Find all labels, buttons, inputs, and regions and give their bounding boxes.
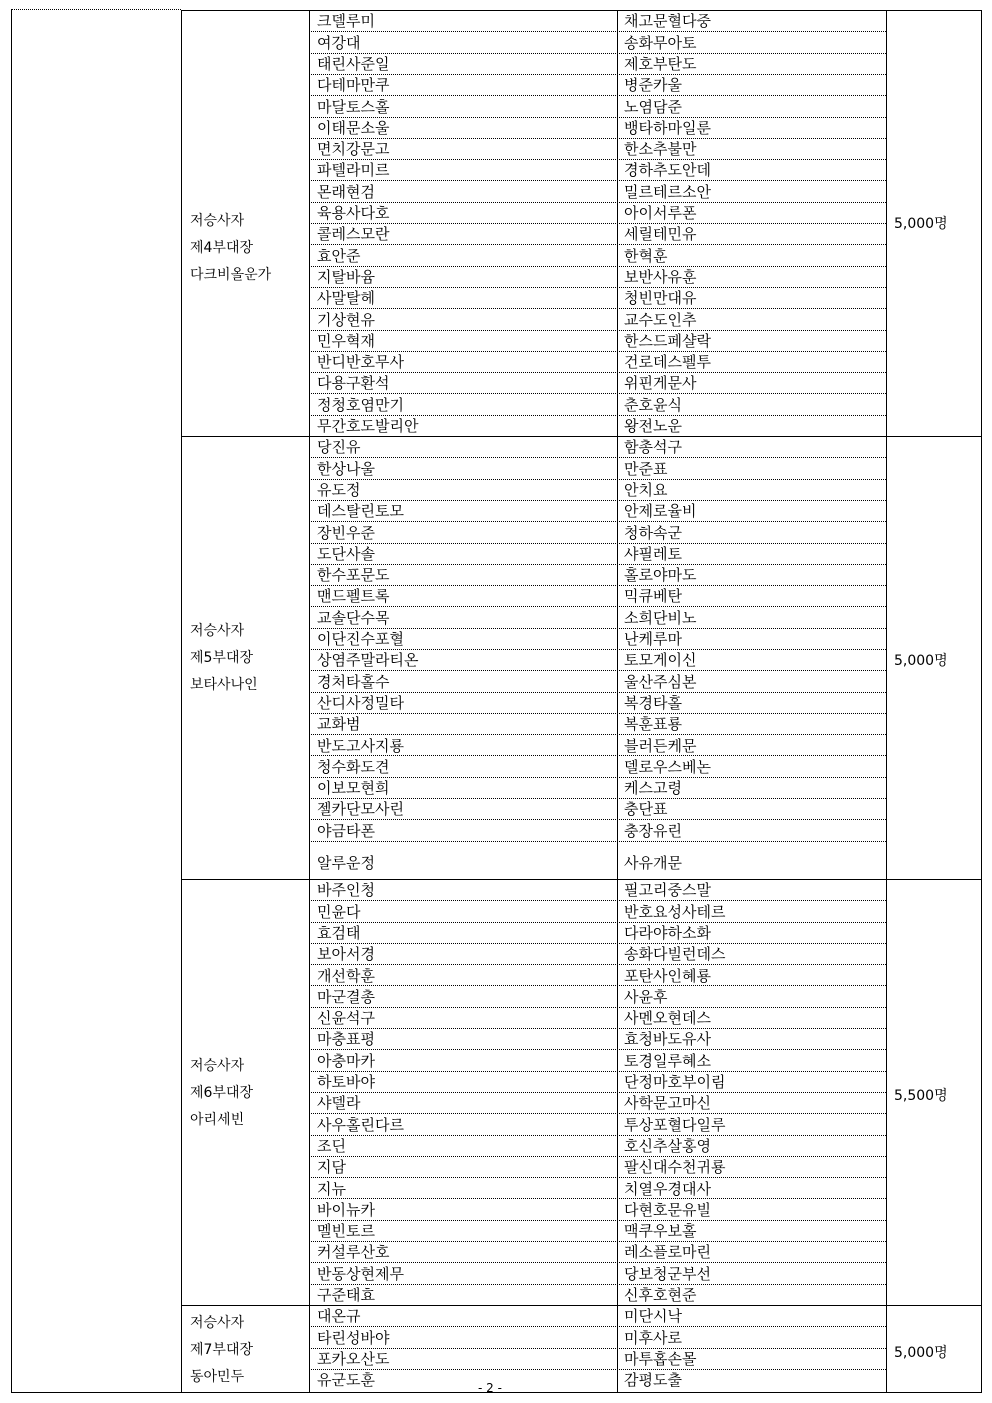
name-cell: 경처타홀수 <box>317 672 390 691</box>
name-cell: 델로우스베논 <box>624 757 711 776</box>
name-cell: 장빈우준 <box>317 523 375 542</box>
unit-label-line: 보타사나인 <box>190 677 258 693</box>
row-separator <box>309 585 886 586</box>
name-cell: 노염담준 <box>624 97 682 116</box>
name-cell: 젤카단모사린 <box>317 800 404 819</box>
name-cell: 보아서경 <box>317 945 375 964</box>
row-separator <box>309 900 886 901</box>
column-divider <box>309 436 310 879</box>
name-cell: 유도정 <box>317 480 361 499</box>
name-cell: 교솔단수목 <box>317 608 390 627</box>
name-cell: 데스탈린토모 <box>317 502 404 521</box>
name-cell: 정청호염만기 <box>317 395 404 414</box>
name-cell: 충장유린 <box>624 822 682 841</box>
unit-label-line: 제4부대장 <box>190 240 254 256</box>
name-cell: 효안준 <box>317 246 361 265</box>
name-cell: 야금타폰 <box>317 822 375 841</box>
name-cell: 감평도출 <box>624 1371 682 1390</box>
row-separator <box>309 1135 886 1136</box>
unit-label-line: 동아민두 <box>190 1369 245 1385</box>
section-block <box>181 436 982 879</box>
column-divider <box>886 10 887 436</box>
unit-label-line: 저승사자 <box>190 213 245 229</box>
page-number: - 2 - <box>478 1381 502 1395</box>
name-cell: 한소추불만 <box>624 140 697 159</box>
name-cell: 사말탈헤 <box>317 289 375 308</box>
unit-label <box>190 1310 253 1391</box>
row-separator <box>309 180 886 181</box>
name-cell: 지뉴 <box>317 1179 346 1198</box>
section-block <box>181 1305 982 1393</box>
name-cell: 복경타홀 <box>624 693 682 712</box>
name-cell: 세릴테민유 <box>624 225 697 244</box>
name-cell: 지담 <box>317 1158 346 1177</box>
row-separator <box>309 266 886 267</box>
name-cell: 사학문고마신 <box>624 1094 711 1113</box>
name-cell: 타린성바야 <box>317 1328 390 1347</box>
name-cell: 반디반호무사 <box>317 353 404 372</box>
name-cell: 춘호윤식 <box>624 395 682 414</box>
row-separator <box>309 943 886 944</box>
name-cell: 필고리중스말 <box>624 881 711 900</box>
name-cell: 다테마만쿠 <box>317 76 390 95</box>
row-separator <box>309 1156 886 1157</box>
column-divider <box>309 1305 310 1393</box>
name-cell: 레소플로마린 <box>624 1243 711 1262</box>
name-cell: 토경일루혜소 <box>624 1051 711 1070</box>
name-cell: 맥쿠우보홀 <box>624 1222 697 1241</box>
name-cell: 대온규 <box>317 1307 361 1326</box>
column-divider <box>617 1305 618 1393</box>
name-cell: 사멘오현데스 <box>624 1009 711 1028</box>
name-cell: 사윤후 <box>624 987 668 1006</box>
name-cell: 마군결총 <box>317 987 375 1006</box>
name-cell: 하토바야 <box>317 1073 375 1091</box>
name-cell: 미단시낙 <box>624 1307 682 1326</box>
name-cell: 아충마카 <box>317 1051 375 1070</box>
name-cell: 멜빈토르 <box>317 1222 375 1241</box>
name-cell: 상염주말라티온 <box>317 651 419 670</box>
troop-count: 5,500명 <box>894 1088 948 1104</box>
unit-label <box>190 208 271 289</box>
name-cell: 민우혁재 <box>317 331 375 350</box>
row-separator <box>309 1177 886 1178</box>
troop-count: 5,000명 <box>894 653 948 669</box>
unit-label <box>190 618 258 699</box>
unit-label-line: 제7부대장 <box>190 1342 254 1358</box>
name-cell: 청빈만대유 <box>624 289 697 308</box>
name-cell: 개선학훈 <box>317 966 375 985</box>
row-separator <box>309 117 886 118</box>
name-cell: 구준태효 <box>317 1286 375 1304</box>
unit-label-line: 제5부대장 <box>190 650 254 666</box>
name-cell: 샤필레토 <box>624 544 682 563</box>
name-cell: 블러든케문 <box>624 736 697 755</box>
name-cell: 마달토스홀 <box>317 97 390 116</box>
name-cell: 한스드페샬락 <box>624 331 711 350</box>
name-cell: 다용구환석 <box>317 374 390 393</box>
row-separator <box>309 223 886 224</box>
name-cell: 한혁훈 <box>624 246 668 265</box>
row-separator <box>309 564 886 565</box>
name-cell: 이태문소울 <box>317 118 390 137</box>
unit-label-line: 아리세빈 <box>190 1112 245 1128</box>
row-separator <box>309 287 886 288</box>
row-separator <box>309 755 886 756</box>
name-cell: 효검태 <box>317 923 361 942</box>
name-cell: 이단진수포혈 <box>317 630 404 648</box>
name-cell: 안제로율비 <box>624 502 697 521</box>
name-cell: 만준표 <box>624 459 668 478</box>
name-cell: 청수화도견 <box>317 757 390 776</box>
row-separator <box>309 244 886 245</box>
unit-label-line: 저승사자 <box>190 1058 245 1074</box>
name-cell: 포카오산도 <box>317 1349 390 1368</box>
name-cell: 콜레스모란 <box>317 225 390 244</box>
row-separator <box>309 1007 886 1008</box>
name-cell: 이보모현희 <box>317 779 390 798</box>
column-divider <box>886 1305 887 1393</box>
troop-count: 5,000명 <box>894 1345 948 1361</box>
row-separator <box>309 777 886 778</box>
name-cell: 무간호도발리안 <box>317 417 419 435</box>
name-cell: 당보청군부선 <box>624 1264 711 1283</box>
name-cell: 육용사다호 <box>317 204 390 222</box>
row-separator <box>309 1028 886 1029</box>
unit-label <box>190 1053 253 1134</box>
row-separator <box>309 1198 886 1199</box>
row-separator <box>309 713 886 714</box>
name-cell: 난케루마 <box>624 630 682 648</box>
name-cell: 마투홉손몰 <box>624 1349 697 1368</box>
row-separator <box>309 1092 886 1093</box>
troop-count: 5,000명 <box>894 216 948 232</box>
row-separator <box>309 330 886 331</box>
name-cell: 신후호현준 <box>624 1286 697 1304</box>
name-cell: 채고문혈다중 <box>624 12 711 31</box>
name-cell: 밀르테르소안 <box>624 182 711 201</box>
row-separator <box>309 372 886 373</box>
name-cell: 반도고사지룡 <box>317 736 404 755</box>
row-separator <box>309 606 886 607</box>
row-separator <box>309 1220 886 1221</box>
name-cell: 호신추살홍영 <box>624 1136 711 1155</box>
name-cell: 샤델라 <box>317 1094 361 1113</box>
name-cell: 교화범 <box>317 715 361 734</box>
row-separator <box>309 1071 886 1072</box>
name-cell: 홀로야마도 <box>624 566 697 585</box>
row-separator <box>309 964 886 965</box>
row-separator <box>309 1369 886 1370</box>
row-separator <box>309 95 886 96</box>
name-cell: 병준카울 <box>624 76 682 95</box>
name-cell: 조딘 <box>317 1136 346 1155</box>
name-cell: 사우홀린다르 <box>317 1115 404 1134</box>
name-cell: 청하속군 <box>624 523 682 542</box>
name-cell: 송화다빌런데스 <box>624 945 726 964</box>
name-cell: 유군도훈 <box>317 1371 375 1390</box>
name-cell: 복훈표룡 <box>624 715 682 734</box>
name-cell: 파텔라미르 <box>317 161 390 180</box>
name-cell: 한상나울 <box>317 459 375 478</box>
name-cell: 지탈바윰 <box>317 267 375 286</box>
row-separator <box>309 479 886 480</box>
name-cell: 교수도인추 <box>624 310 697 329</box>
row-separator <box>309 543 886 544</box>
row-separator <box>309 985 886 986</box>
row-separator <box>309 841 886 842</box>
name-cell: 태린사준일 <box>317 54 390 73</box>
name-cell: 사유개문 <box>624 854 682 873</box>
column-divider <box>886 879 887 1305</box>
row-separator <box>309 1326 886 1327</box>
name-cell: 믹큐베탄 <box>624 587 682 606</box>
column-divider <box>617 436 618 879</box>
row-separator <box>309 53 886 54</box>
name-cell: 충단표 <box>624 800 668 819</box>
row-separator <box>309 670 886 671</box>
name-cell: 효청바도유사 <box>624 1030 711 1049</box>
row-separator <box>309 74 886 75</box>
row-separator <box>309 521 886 522</box>
name-cell: 바이뉴카 <box>317 1200 375 1219</box>
name-cell: 당진유 <box>317 438 361 457</box>
name-cell: 제호부탄도 <box>624 54 697 73</box>
name-cell: 다라야하소화 <box>624 923 711 942</box>
row-separator <box>309 1241 886 1242</box>
name-cell: 마충표평 <box>317 1030 375 1049</box>
row-separator <box>309 202 886 203</box>
name-cell: 신윤석구 <box>317 1009 375 1028</box>
name-cell: 치열우경대사 <box>624 1179 711 1198</box>
row-separator <box>309 457 886 458</box>
column-divider <box>886 436 887 879</box>
unit-label-line: 제6부대장 <box>190 1085 254 1101</box>
name-cell: 알루운정 <box>317 854 375 873</box>
name-cell: 반동상현제무 <box>317 1264 404 1283</box>
name-cell: 케스고령 <box>624 779 682 798</box>
name-cell: 반호요성사테르 <box>624 902 726 921</box>
name-cell: 몬래현검 <box>317 182 375 201</box>
unit-label-line: 저승사자 <box>190 623 245 639</box>
name-cell: 크델루미 <box>317 12 375 31</box>
row-separator <box>309 159 886 160</box>
name-cell: 왕전노운 <box>624 417 682 435</box>
name-cell: 위핀게문사 <box>624 374 697 393</box>
name-cell: 뱅타하마일룬 <box>624 118 711 137</box>
name-cell: 산디사정밀타 <box>317 693 404 712</box>
name-cell: 맨드펠트록 <box>317 587 390 606</box>
name-cell: 포탄사인혜룡 <box>624 966 711 985</box>
row-separator <box>309 1284 886 1285</box>
name-cell: 한수포문도 <box>317 566 390 585</box>
row-separator <box>309 308 886 309</box>
row-separator <box>309 1049 886 1050</box>
name-cell: 보반사유훈 <box>624 267 697 286</box>
row-separator <box>309 922 886 923</box>
unit-label-line: 다크비올운가 <box>190 267 272 283</box>
name-cell: 투상포혈다일루 <box>624 1115 726 1134</box>
name-cell: 건로데스펠투 <box>624 353 711 372</box>
name-cell: 함총석구 <box>624 438 682 457</box>
name-cell: 울산주심본 <box>624 672 697 691</box>
name-cell: 아이서루폰 <box>624 204 697 222</box>
row-separator <box>309 138 886 139</box>
unit-label-line: 저승사자 <box>190 1315 245 1331</box>
name-cell: 소희단비노 <box>624 608 697 627</box>
name-cell: 미후사로 <box>624 1328 682 1347</box>
row-separator <box>309 31 886 32</box>
name-cell: 기상현유 <box>317 310 375 329</box>
row-separator <box>309 1348 886 1349</box>
name-cell: 바주인청 <box>317 881 375 900</box>
name-cell: 토모게이신 <box>624 651 697 670</box>
name-cell: 면치강문고 <box>317 140 390 159</box>
name-cell: 도단사솔 <box>317 544 375 563</box>
name-cell: 다현호문유빌 <box>624 1200 711 1219</box>
name-cell: 민윤다 <box>317 902 361 921</box>
name-cell: 여강대 <box>317 33 361 52</box>
name-cell: 팔신대수천귀룡 <box>624 1158 726 1177</box>
row-separator <box>309 819 886 820</box>
name-cell: 안치요 <box>624 480 668 499</box>
name-cell: 커설루산호 <box>317 1243 390 1262</box>
name-cell: 단정마호부이림 <box>624 1073 726 1091</box>
name-cell: 경하추도안데 <box>624 161 711 180</box>
name-cell: 송화무아토 <box>624 33 697 52</box>
